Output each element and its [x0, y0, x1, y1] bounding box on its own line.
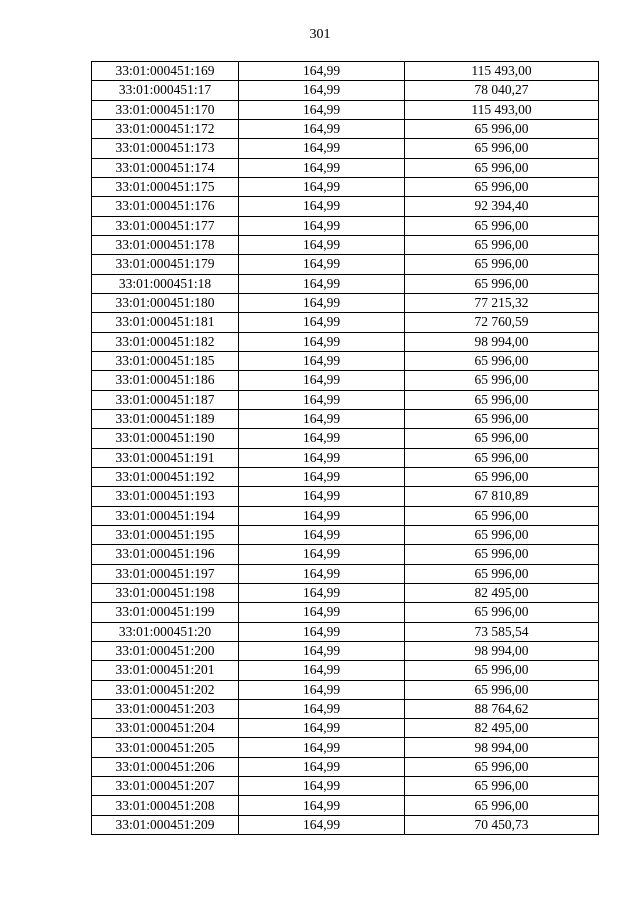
area-cell: 164,99 — [239, 661, 405, 680]
cadastral-number-cell: 33:01:000451:179 — [92, 255, 239, 274]
area-cell: 164,99 — [239, 293, 405, 312]
table-row — [92, 332, 599, 351]
cadastral-number-cell: 33:01:000451:174 — [92, 158, 239, 177]
cadastral-value-cell: 65 996,00 — [405, 603, 599, 622]
cadastral-value-cell: 65 996,00 — [405, 467, 599, 486]
table-row — [92, 81, 599, 100]
cadastral-value-cell: 88 764,62 — [405, 699, 599, 718]
cadastral-value-cell: 70 450,73 — [405, 815, 599, 834]
cadastral-value-table — [91, 61, 599, 835]
cadastral-value-cell: 65 996,00 — [405, 158, 599, 177]
table-row — [92, 62, 599, 81]
area-cell: 164,99 — [239, 351, 405, 370]
table-row — [92, 815, 599, 834]
cadastral-value-cell: 65 996,00 — [405, 216, 599, 235]
cadastral-number-cell: 33:01:000451:197 — [92, 564, 239, 583]
area-cell: 164,99 — [239, 641, 405, 660]
table-row — [92, 255, 599, 274]
cadastral-value-cell: 65 996,00 — [405, 525, 599, 544]
cadastral-number-cell: 33:01:000451:199 — [92, 603, 239, 622]
area-cell: 164,99 — [239, 177, 405, 196]
table-row — [92, 622, 599, 641]
cadastral-number-cell: 33:01:000451:193 — [92, 487, 239, 506]
area-cell: 164,99 — [239, 699, 405, 718]
cadastral-value-cell: 92 394,40 — [405, 197, 599, 216]
area-cell: 164,99 — [239, 216, 405, 235]
table-row — [92, 158, 599, 177]
table-row — [92, 719, 599, 738]
cadastral-value-cell: 65 996,00 — [405, 564, 599, 583]
area-cell: 164,99 — [239, 525, 405, 544]
table-row — [92, 293, 599, 312]
area-cell: 164,99 — [239, 158, 405, 177]
cadastral-value-cell: 65 996,00 — [405, 351, 599, 370]
cadastral-value-cell: 65 996,00 — [405, 796, 599, 815]
area-cell: 164,99 — [239, 100, 405, 119]
cadastral-value-cell: 65 996,00 — [405, 274, 599, 293]
cadastral-number-cell: 33:01:000451:200 — [92, 641, 239, 660]
cadastral-value-cell: 65 996,00 — [405, 448, 599, 467]
cadastral-number-cell: 33:01:000451:195 — [92, 525, 239, 544]
area-cell: 164,99 — [239, 719, 405, 738]
table-row — [92, 583, 599, 602]
table-body — [92, 62, 599, 835]
cadastral-number-cell: 33:01:000451:204 — [92, 719, 239, 738]
table-row — [92, 545, 599, 564]
table-row — [92, 390, 599, 409]
area-cell: 164,99 — [239, 467, 405, 486]
cadastral-value-cell: 65 996,00 — [405, 177, 599, 196]
cadastral-number-cell: 33:01:000451:206 — [92, 757, 239, 776]
cadastral-number-cell: 33:01:000451:191 — [92, 448, 239, 467]
area-cell: 164,99 — [239, 81, 405, 100]
cadastral-number-cell: 33:01:000451:202 — [92, 680, 239, 699]
area-cell: 164,99 — [239, 564, 405, 583]
cadastral-value-cell: 65 996,00 — [405, 680, 599, 699]
area-cell: 164,99 — [239, 119, 405, 138]
cadastral-value-cell: 98 994,00 — [405, 641, 599, 660]
table-row — [92, 274, 599, 293]
area-cell: 164,99 — [239, 255, 405, 274]
table-row — [92, 487, 599, 506]
cadastral-number-cell: 33:01:000451:201 — [92, 661, 239, 680]
cadastral-value-cell: 65 996,00 — [405, 255, 599, 274]
cadastral-number-cell: 33:01:000451:198 — [92, 583, 239, 602]
table-row — [92, 313, 599, 332]
cadastral-number-cell: 33:01:000451:196 — [92, 545, 239, 564]
cadastral-number-cell: 33:01:000451:17 — [92, 81, 239, 100]
cadastral-number-cell: 33:01:000451:182 — [92, 332, 239, 351]
cadastral-value-cell: 65 996,00 — [405, 506, 599, 525]
cadastral-number-cell: 33:01:000451:175 — [92, 177, 239, 196]
area-cell: 164,99 — [239, 371, 405, 390]
area-cell: 164,99 — [239, 738, 405, 757]
area-cell: 164,99 — [239, 545, 405, 564]
cadastral-value-cell: 77 215,32 — [405, 293, 599, 312]
area-cell: 164,99 — [239, 390, 405, 409]
cadastral-number-cell: 33:01:000451:194 — [92, 506, 239, 525]
table-row — [92, 197, 599, 216]
area-cell: 164,99 — [239, 429, 405, 448]
cadastral-value-cell: 73 585,54 — [405, 622, 599, 641]
cadastral-number-cell: 33:01:000451:205 — [92, 738, 239, 757]
table-row — [92, 429, 599, 448]
cadastral-number-cell: 33:01:000451:180 — [92, 293, 239, 312]
cadastral-number-cell: 33:01:000451:203 — [92, 699, 239, 718]
cadastral-number-cell: 33:01:000451:190 — [92, 429, 239, 448]
area-cell: 164,99 — [239, 815, 405, 834]
cadastral-number-cell: 33:01:000451:177 — [92, 216, 239, 235]
area-cell: 164,99 — [239, 796, 405, 815]
cadastral-number-cell: 33:01:000451:209 — [92, 815, 239, 834]
table-row — [92, 235, 599, 254]
cadastral-number-cell: 33:01:000451:20 — [92, 622, 239, 641]
area-cell: 164,99 — [239, 603, 405, 622]
cadastral-number-cell: 33:01:000451:169 — [92, 62, 239, 81]
table-row — [92, 603, 599, 622]
cadastral-value-cell: 65 996,00 — [405, 661, 599, 680]
area-cell: 164,99 — [239, 409, 405, 428]
table-row — [92, 467, 599, 486]
cadastral-number-cell: 33:01:000451:178 — [92, 235, 239, 254]
cadastral-value-cell: 82 495,00 — [405, 719, 599, 738]
area-cell: 164,99 — [239, 583, 405, 602]
cadastral-value-cell: 115 493,00 — [405, 62, 599, 81]
area-cell: 164,99 — [239, 680, 405, 699]
cadastral-value-cell: 67 810,89 — [405, 487, 599, 506]
cadastral-value-cell: 65 996,00 — [405, 777, 599, 796]
table-row — [92, 506, 599, 525]
area-cell: 164,99 — [239, 777, 405, 796]
area-cell: 164,99 — [239, 622, 405, 641]
table-row — [92, 738, 599, 757]
cadastral-number-cell: 33:01:000451:176 — [92, 197, 239, 216]
area-cell: 164,99 — [239, 506, 405, 525]
cadastral-value-cell: 65 996,00 — [405, 409, 599, 428]
table-row — [92, 525, 599, 544]
cadastral-number-cell: 33:01:000451:187 — [92, 390, 239, 409]
cadastral-value-cell: 65 996,00 — [405, 429, 599, 448]
area-cell: 164,99 — [239, 332, 405, 351]
cadastral-value-cell: 98 994,00 — [405, 738, 599, 757]
table-row — [92, 351, 599, 370]
table-row — [92, 139, 599, 158]
table-row — [92, 100, 599, 119]
table-row — [92, 777, 599, 796]
cadastral-value-cell: 65 996,00 — [405, 757, 599, 776]
table-row — [92, 119, 599, 138]
cadastral-number-cell: 33:01:000451:173 — [92, 139, 239, 158]
cadastral-value-cell: 115 493,00 — [405, 100, 599, 119]
cadastral-number-cell: 33:01:000451:172 — [92, 119, 239, 138]
cadastral-number-cell: 33:01:000451:208 — [92, 796, 239, 815]
table-row — [92, 680, 599, 699]
cadastral-number-cell: 33:01:000451:207 — [92, 777, 239, 796]
cadastral-value-cell: 65 996,00 — [405, 139, 599, 158]
cadastral-number-cell: 33:01:000451:186 — [92, 371, 239, 390]
table-row — [92, 448, 599, 467]
page-number: 301 — [309, 27, 331, 42]
area-cell: 164,99 — [239, 274, 405, 293]
cadastral-value-cell: 98 994,00 — [405, 332, 599, 351]
table-row — [92, 796, 599, 815]
table-row — [92, 409, 599, 428]
area-cell: 164,99 — [239, 197, 405, 216]
table-row — [92, 564, 599, 583]
table-row — [92, 216, 599, 235]
area-cell: 164,99 — [239, 235, 405, 254]
cadastral-value-cell: 65 996,00 — [405, 390, 599, 409]
cadastral-value-cell: 65 996,00 — [405, 235, 599, 254]
cadastral-value-cell: 72 760,59 — [405, 313, 599, 332]
cadastral-value-cell: 78 040,27 — [405, 81, 599, 100]
cadastral-number-cell: 33:01:000451:192 — [92, 467, 239, 486]
cadastral-number-cell: 33:01:000451:170 — [92, 100, 239, 119]
table-row — [92, 757, 599, 776]
cadastral-number-cell: 33:01:000451:185 — [92, 351, 239, 370]
table-row — [92, 371, 599, 390]
table-row — [92, 177, 599, 196]
table-row — [92, 661, 599, 680]
cadastral-value-cell: 65 996,00 — [405, 545, 599, 564]
area-cell: 164,99 — [239, 139, 405, 158]
table-row — [92, 641, 599, 660]
area-cell: 164,99 — [239, 757, 405, 776]
table-row — [92, 699, 599, 718]
area-cell: 164,99 — [239, 448, 405, 467]
cadastral-number-cell: 33:01:000451:189 — [92, 409, 239, 428]
cadastral-number-cell: 33:01:000451:181 — [92, 313, 239, 332]
cadastral-number-cell: 33:01:000451:18 — [92, 274, 239, 293]
area-cell: 164,99 — [239, 313, 405, 332]
cadastral-value-cell: 82 495,00 — [405, 583, 599, 602]
cadastral-value-cell: 65 996,00 — [405, 119, 599, 138]
cadastral-value-cell: 65 996,00 — [405, 371, 599, 390]
area-cell: 164,99 — [239, 487, 405, 506]
area-cell: 164,99 — [239, 62, 405, 81]
